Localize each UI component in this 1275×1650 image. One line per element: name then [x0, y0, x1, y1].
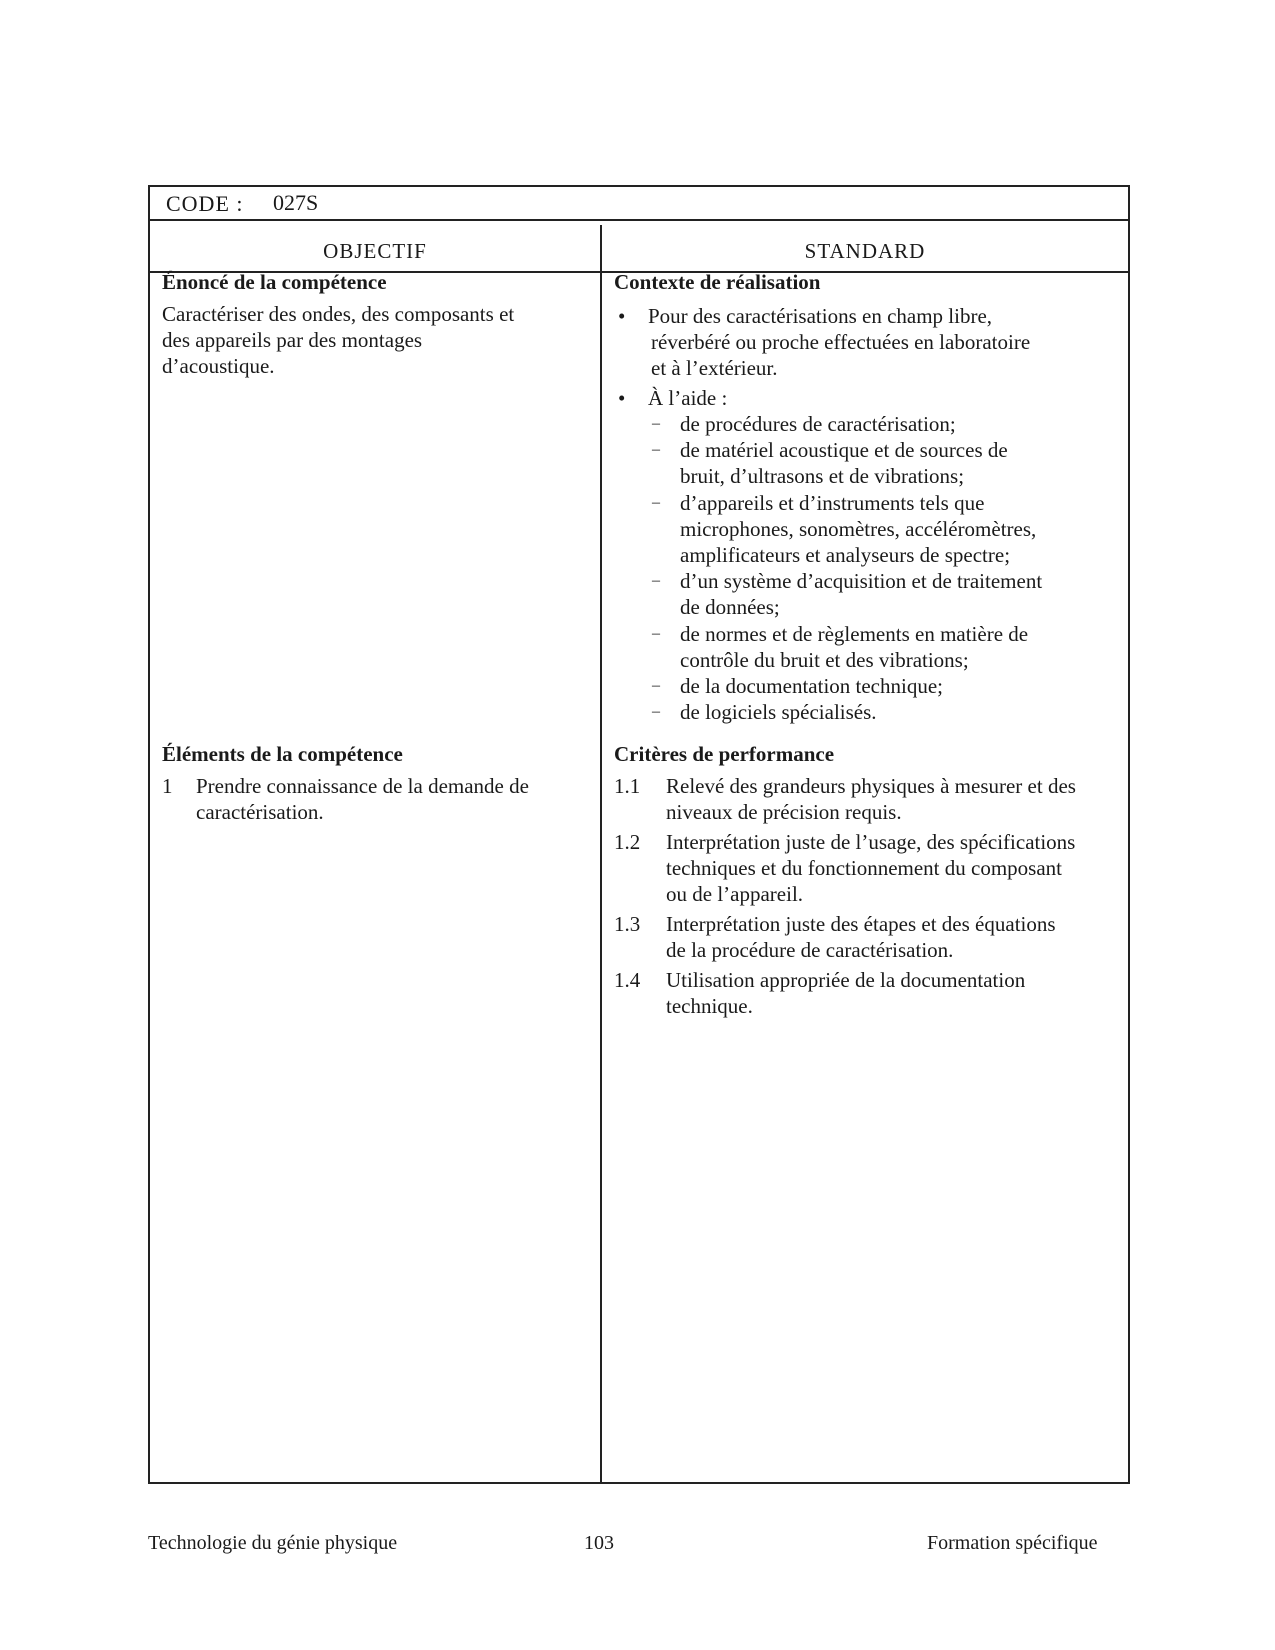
critere-number: 1.4 [614, 968, 641, 992]
bullet-line: réverbéré ou proche effectuées en laboratoire [651, 330, 1031, 354]
bullet-line: Pour des caractérisations en champ libre, [648, 304, 993, 328]
dash-icon: – [652, 572, 660, 590]
criteres-heading: Critères de performance [614, 742, 835, 766]
standard-header: STANDARD [804, 239, 926, 263]
dash-icon: – [652, 624, 660, 642]
critere-number: 1.2 [614, 830, 641, 854]
list-item: amplificateurs et analyseurs de spectre; [680, 543, 1011, 568]
aide-list [614, 411, 1119, 725]
list-item: contrôle du bruit et des vibrations; [680, 647, 969, 672]
contexte-heading: Contexte de réalisation [614, 270, 821, 294]
footer-program: Technologie du génie physique [148, 1532, 398, 1554]
critere-item: 1.2 Interprétation juste de l’usage, des spécifications techniques et du fonctionnement du composant ou de l’appareil. [614, 830, 1076, 906]
list-item: – de normes et de règlements en matière de [652, 621, 1029, 646]
list-item: – d’un système d’acquisition et de traitement [652, 569, 1043, 594]
page-number: 103 [584, 1532, 614, 1554]
code-label: CODE : [166, 191, 244, 216]
column-divider [600, 225, 602, 1482]
code-row [150, 187, 1128, 221]
list-item: – de logiciels spécialisés. [652, 700, 877, 725]
element-item [162, 773, 582, 825]
column-headers [150, 221, 1128, 273]
elements-section [162, 741, 582, 825]
critere-number: 1.1 [614, 774, 641, 798]
enonce-line: Caractériser des ondes, des composants et [162, 302, 515, 326]
element-line: Prendre connaissance de la demande de [196, 774, 529, 798]
element-line: caractérisation. [196, 800, 324, 824]
critere-item: 1.4 Utilisation appropriée de la documentation technique. [614, 968, 1026, 1018]
bullet-icon: • [618, 304, 626, 328]
criteres-section [614, 741, 1119, 1023]
bullet-title: À l’aide : [648, 386, 728, 410]
element-number: 1 [162, 774, 173, 798]
list-item: – d’appareils et d’instruments tels que [652, 490, 985, 515]
list-item: – de procédures de caractérisation; [652, 412, 956, 436]
contexte-bullet [614, 303, 1119, 381]
objectif-header: OBJECTIF [323, 239, 427, 263]
competency-table [148, 185, 1130, 1484]
dash-icon: – [652, 677, 660, 695]
dash-icon: – [652, 441, 660, 459]
footer-section: Formation spécifique [927, 1532, 1098, 1554]
dash-icon: – [652, 493, 660, 511]
critere-item: 1.1 Relevé des grandeurs physiques à mesurer et des niveaux de précision requis. [614, 774, 1076, 824]
list-item: bruit, d’ultrasons et de vibrations; [680, 464, 965, 489]
contexte-bullet [614, 385, 1119, 411]
elements-heading: Éléments de la compétence [162, 742, 403, 766]
bullet-line: et à l’extérieur. [651, 356, 778, 380]
contexte-section [614, 269, 1119, 725]
critere-item: 1.3 Interprétation juste des étapes et des équations de la procédure de caractérisation. [614, 912, 1056, 962]
enonce-heading: Énoncé de la compétence [162, 270, 387, 294]
bullet-icon: • [618, 386, 626, 410]
code-value: 027S [273, 190, 319, 215]
dash-icon: – [652, 703, 660, 721]
enonce-section [162, 269, 582, 379]
list-item: – de la documentation technique; [652, 674, 943, 699]
enonce-line: d’acoustique. [162, 354, 275, 378]
enonce-line: des appareils par des montages [162, 328, 423, 352]
dash-icon: – [652, 415, 660, 432]
critere-number: 1.3 [614, 912, 641, 936]
list-item: de données; [680, 595, 780, 620]
list-item: microphones, sonomètres, accéléromètres, [680, 516, 1037, 541]
list-item: – de matériel acoustique et de sources de [652, 438, 1008, 463]
